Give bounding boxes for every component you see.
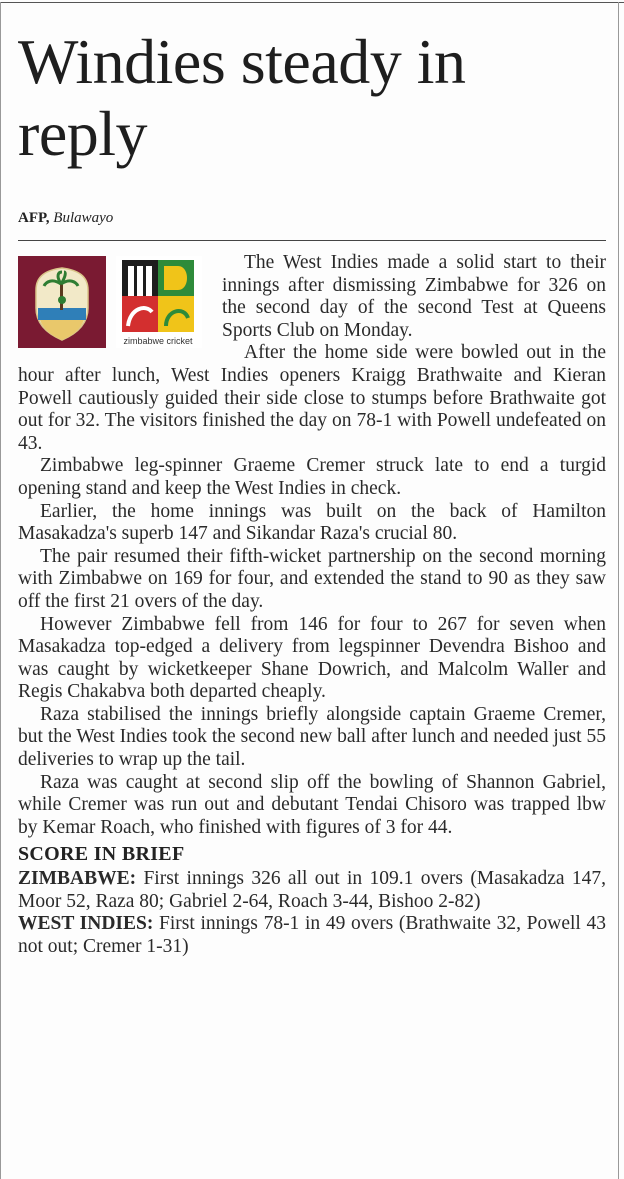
- paragraph-2: After the home side were bowled out in the hour after lunch, West Indies openers Kraigg Brathwaite and Kieran Powell cautiously guided their side close to stumps before Brathwaite got out for 32. The visitors finished the day on 78-1 with Powell undefeated on 43.: [18, 342, 606, 454]
- score-heading: SCORE IN BRIEF: [18, 843, 185, 866]
- paragraph-6: However Zimbabwe fell from 146 for four to 267 for seven when Masakadza top-edged a delivery from legspinner Devendra Bishoo and was caught by wicketkeeper Shane Dowrich, and Malcolm Waller and Regis Chakabva both departed cheaply.: [18, 613, 606, 703]
- paragraph-3: Zimbabwe leg-spinner Graeme Cremer struck late to end a turgid opening stand and keep the West Indies in check.: [18, 455, 606, 499]
- score-west-indies: [18, 913, 606, 958]
- logo-spacer: [18, 252, 222, 352]
- paragraph-4: Earlier, the home innings was built on the back of Hamilton Masakadza's superb 147 and Sikandar Raza's crucial 80.: [18, 500, 606, 545]
- score-zimbabwe: [18, 868, 606, 913]
- score-team: ZIMBABWE:: [18, 868, 137, 890]
- frame-top-border: [0, 2, 624, 3]
- headline: Windies steady in reply: [18, 26, 466, 169]
- article-body: [18, 252, 606, 958]
- paragraph-8: Raza was caught at second slip off the bowling of Shannon Gabriel, while Cremer was run out and debutant Tendai Chisoro was trapped lbw by Kemar Roach, who finished with figures of 3 for 44.: [18, 771, 606, 838]
- zimbabwe-cricket-label: zimbabwe cricket: [123, 336, 193, 346]
- byline: [18, 210, 113, 227]
- score-detail: First innings 326 all out in 109.1 overs (Masakadza 147, Moor 52, Raza 80; Gabriel 2-64, Roach 3-44, Bishoo 2-82): [18, 868, 606, 912]
- frame-left-border: [0, 2, 1, 1179]
- paragraph-1: The West Indies made a solid start to their innings after dismissing Zimbabwe for 326 on the second day of the second Test at Queens Sports Club on Monday.: [222, 252, 606, 341]
- score-detail: First innings 78-1 in 49 overs (Brathwaite 32, Powell 43 not out; Cremer 1-31): [18, 913, 606, 957]
- paragraph-5: The pair resumed their fifth-wicket partnership on the second morning with Zimbabwe on 169 for four, and extended the stand to 90 as they saw off the first 21 overs of the day.: [18, 545, 606, 612]
- byline-place: Bulawayo: [53, 210, 114, 226]
- byline-agency: AFP,: [18, 210, 50, 226]
- divider: [18, 240, 606, 241]
- score-team: WEST INDIES:: [18, 913, 154, 935]
- frame-right-border: [618, 2, 619, 1179]
- paragraph-7: Raza stabilised the innings briefly alongside captain Graeme Cremer, but the West Indies took the second new ball after lunch and needed just 55 deliveries to wrap up the tail.: [18, 703, 606, 771]
